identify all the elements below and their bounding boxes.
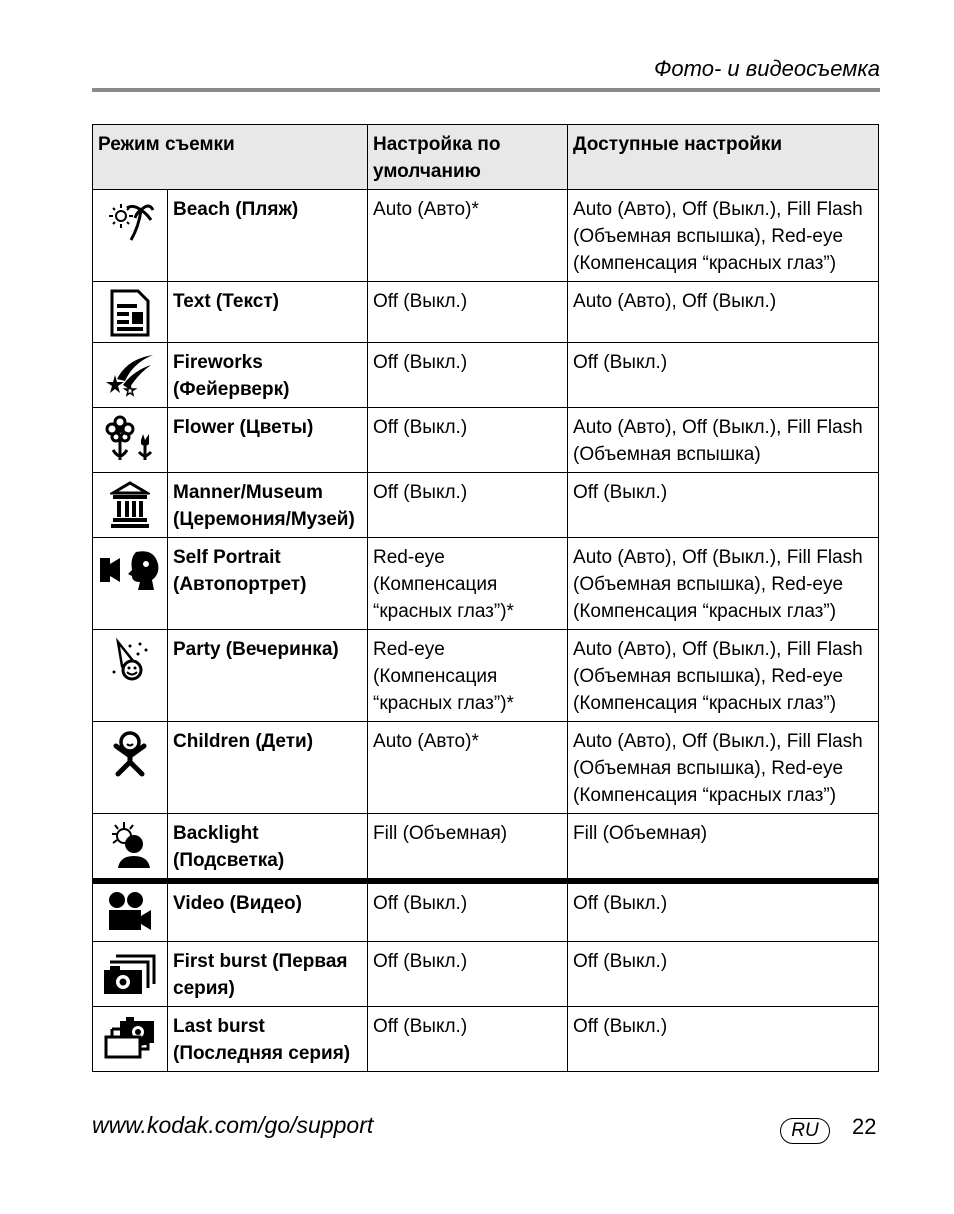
available-settings: Fill (Объемная)	[568, 814, 879, 882]
mode-name: Beach (Пляж)	[168, 190, 368, 282]
available-settings: Auto (Авто), Off (Выкл.)	[568, 282, 879, 343]
available-settings: Off (Выкл.)	[568, 473, 879, 538]
video-camera-icon	[93, 881, 168, 941]
text-document-icon	[93, 282, 168, 343]
mode-name: Video (Видео)	[168, 881, 368, 941]
mode-name: Manner/Museum (Церемония/Музей)	[168, 473, 368, 538]
default-setting: Off (Выкл.)	[368, 408, 568, 473]
table-header-row	[93, 125, 879, 190]
mode-name: Self Portrait (Автопортрет)	[168, 538, 368, 630]
flower-icon	[93, 408, 168, 473]
column-header-mode: Режим съемки	[93, 125, 368, 190]
party-icon	[93, 630, 168, 722]
column-header-default: Настройка по умолчанию	[368, 125, 568, 190]
language-badge: RU	[780, 1118, 830, 1144]
mode-name: Flower (Цветы)	[168, 408, 368, 473]
default-setting: Off (Выкл.)	[368, 343, 568, 408]
table-row	[93, 538, 879, 630]
scene-mode-table	[92, 124, 879, 1072]
table-row	[93, 282, 879, 343]
support-url: www.kodak.com/go/support	[92, 1112, 374, 1138]
self-portrait-icon	[93, 538, 168, 630]
first-burst-icon	[93, 941, 168, 1006]
table-row	[93, 1006, 879, 1071]
page-header-title: Фото- и видеосъемка	[653, 56, 880, 81]
mode-name: Children (Дети)	[168, 722, 368, 814]
available-settings: Off (Выкл.)	[568, 343, 879, 408]
table-row	[93, 408, 879, 473]
available-settings: Auto (Авто), Off (Выкл.), Fill Flash (Объемная вспышка), Red-eye (Компенсация “красных глаз”)	[568, 538, 879, 630]
default-setting: Off (Выкл.)	[368, 1006, 568, 1071]
default-setting: Auto (Авто)*	[368, 722, 568, 814]
available-settings: Off (Выкл.)	[568, 881, 879, 941]
available-settings: Auto (Авто), Off (Выкл.), Fill Flash (Объемная вспышка), Red-eye (Компенсация “красных глаз”)	[568, 630, 879, 722]
last-burst-icon	[93, 1006, 168, 1071]
mode-name: First burst (Первая серия)	[168, 941, 368, 1006]
default-setting: Off (Выкл.)	[368, 881, 568, 941]
default-setting: Fill (Объемная)	[368, 814, 568, 882]
column-header-available: Доступные настройки	[568, 125, 879, 190]
default-setting: Red-eye (Компенсация “красных глаз”)*	[368, 538, 568, 630]
default-setting: Off (Выкл.)	[368, 473, 568, 538]
default-setting: Off (Выкл.)	[368, 941, 568, 1006]
table-row	[93, 941, 879, 1006]
beach-icon	[93, 190, 168, 282]
table-row	[93, 630, 879, 722]
mode-name: Backlight (Подсветка)	[168, 814, 368, 882]
default-setting: Off (Выкл.)	[368, 282, 568, 343]
table-row	[93, 722, 879, 814]
available-settings: Off (Выкл.)	[568, 1006, 879, 1071]
default-setting: Auto (Авто)*	[368, 190, 568, 282]
table-row	[93, 473, 879, 538]
available-settings: Auto (Авто), Off (Выкл.), Fill Flash (Объемная вспышка), Red-eye (Компенсация “красных глаз”)	[568, 190, 879, 282]
available-settings: Auto (Авто), Off (Выкл.), Fill Flash (Объемная вспышка), Red-eye (Компенсация “красных глаз”)	[568, 722, 879, 814]
table-row	[93, 881, 879, 941]
backlight-icon	[93, 814, 168, 882]
available-settings: Off (Выкл.)	[568, 941, 879, 1006]
mode-name: Party (Вечеринка)	[168, 630, 368, 722]
fireworks-icon	[93, 343, 168, 408]
mode-name: Text (Текст)	[168, 282, 368, 343]
table-row	[93, 343, 879, 408]
mode-name: Last burst (Последняя серия)	[168, 1006, 368, 1071]
museum-icon	[93, 473, 168, 538]
page-number: 22	[852, 1114, 877, 1139]
children-icon	[93, 722, 168, 814]
mode-name: Fireworks (Фейерверк)	[168, 343, 368, 408]
available-settings: Auto (Авто), Off (Выкл.), Fill Flash (Объемная вспышка)	[568, 408, 879, 473]
header-divider	[92, 88, 880, 92]
default-setting: Red-eye (Компенсация “красных глаз”)*	[368, 630, 568, 722]
table-row	[93, 190, 879, 282]
table-row	[93, 814, 879, 882]
